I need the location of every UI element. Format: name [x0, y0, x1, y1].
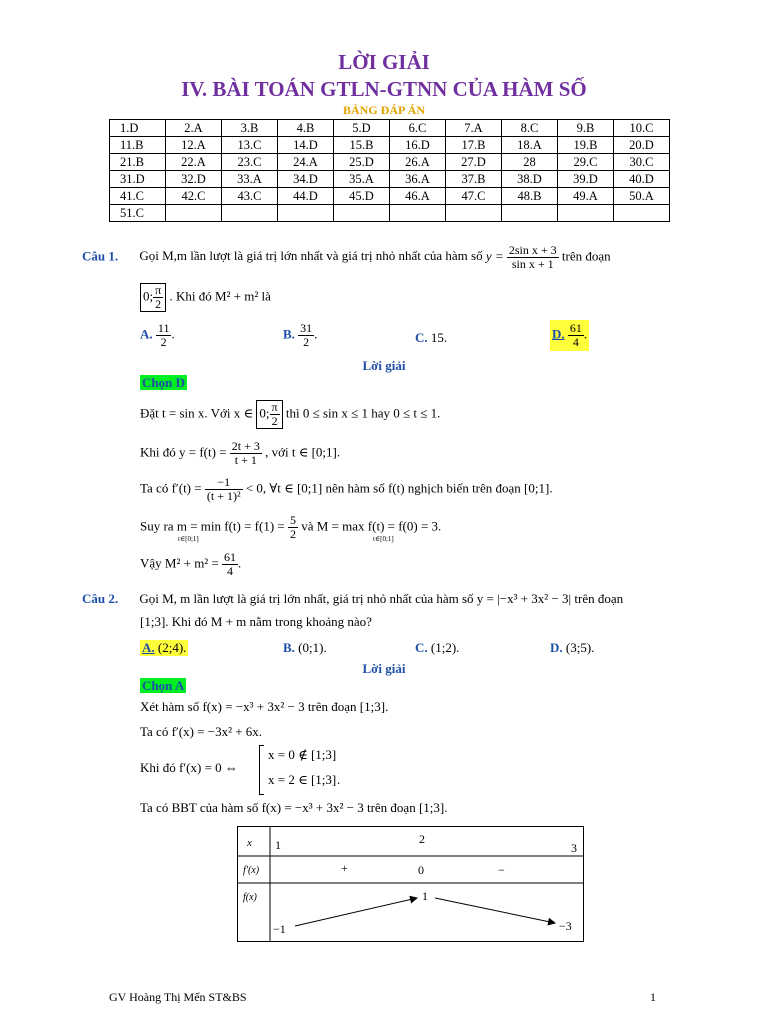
answer-cell: 41.C	[110, 188, 166, 205]
answer-cell: 1.D	[110, 120, 166, 137]
answer-cell: 11.B	[110, 137, 166, 154]
vt-row-x: x	[247, 837, 252, 849]
q1-max-sub: t∈[0;1]	[373, 535, 394, 543]
q1-step-1: Đặt t = sin x. Với x ∈ 0; $\frac{\pi}{2}$ thì 0 ≤ sin x ≤ 1 hay 0 ≤ t ≤ 1.	[140, 400, 441, 428]
answer-cell: 23.C	[222, 154, 278, 171]
q1-interval: 0; $\frac{\pi}{2}$	[140, 283, 166, 312]
answer-cell: 32.D	[166, 171, 222, 188]
answer-table	[109, 119, 670, 222]
answer-cell	[390, 205, 446, 222]
answer-cell: 26.A	[390, 154, 446, 171]
q2-step-3: Khi đó f′(x) = 0 ⇔	[140, 760, 238, 775]
answer-cell: 39.D	[558, 171, 614, 188]
q1-option-d: D. $\frac{61}{4}$ .	[552, 321, 588, 349]
answer-cell: 22.A	[166, 154, 222, 171]
q1-option-c: C. 15.	[415, 330, 448, 345]
answer-cell: 45.D	[334, 188, 390, 205]
answer-cell: 9.B	[558, 120, 614, 137]
q1-func-y: y =	[485, 248, 504, 264]
answer-cell: 38.D	[502, 171, 558, 188]
answer-row	[110, 120, 670, 137]
answer-table-caption: BẢNG ĐÁP ÁN	[342, 103, 425, 117]
q1-step-5: Vậy M² + m² = $\frac{61}{4}$ .	[140, 550, 242, 578]
answer-cell: 18.A	[502, 137, 558, 154]
vt-x-2: 2	[419, 832, 425, 846]
answer-cell: 13.C	[222, 137, 278, 154]
answer-cell	[502, 205, 558, 222]
q1-text-b: trên đoạn	[561, 248, 611, 264]
q1-text-c: . Khi đó M² + m² là	[169, 288, 271, 304]
answer-cell	[334, 205, 390, 222]
q1-option-a: A. $\frac{11}{2}$ .	[140, 321, 175, 349]
title-loi-giai: LỜI GIẢI	[338, 50, 430, 74]
answer-cell: 14.D	[278, 137, 334, 154]
q1-stem-2	[140, 283, 271, 312]
q1-func-frac: $\frac{\text{2sin x + 3}}{\text{sin x + 1}}$	[508, 243, 557, 271]
answer-cell: 46.A	[390, 188, 446, 205]
q2-step-2: Ta có f′(x) = −3x² + 6x.	[140, 724, 263, 739]
answer-cell: 5.D	[334, 120, 390, 137]
answer-cell	[558, 205, 614, 222]
vt-arrow-down	[435, 898, 555, 923]
q2-step-4: Ta có BBT của hàm số f(x) = −x³ + 3x² − 3 trên đoạn [1;3].	[140, 800, 448, 815]
vt-row-f: f(x)	[243, 892, 257, 903]
answer-cell	[446, 205, 502, 222]
q1-chosen: Chọn D	[142, 375, 185, 390]
answer-cell: 7.A	[446, 120, 502, 137]
answer-cell: 30.C	[614, 154, 670, 171]
q2-stem-2: [1;3]. Khi đó M + m nằm trong khoảng nào?	[140, 614, 372, 629]
q2-step-1: Xét hàm số f(x) = −x³ + 3x² − 3 trên đoạn [1;3].	[140, 699, 389, 714]
answer-cell: 3.B	[222, 120, 278, 137]
vt-f-2: 1	[422, 889, 428, 903]
vt-f-3: −3	[559, 919, 572, 933]
answer-cell: 33.A	[222, 171, 278, 188]
answer-row	[110, 205, 670, 222]
answer-cell	[222, 205, 278, 222]
q2-stem	[82, 591, 623, 607]
answer-row	[110, 137, 670, 154]
variation-table	[237, 826, 597, 944]
answer-cell: 25.D	[334, 154, 390, 171]
q2-option-a: A. (2;4).	[142, 640, 187, 655]
answer-cell: 34.D	[278, 171, 334, 188]
answer-cell: 51.C	[110, 205, 166, 222]
answer-cell: 19.B	[558, 137, 614, 154]
q1-label: Câu 1.	[82, 248, 119, 264]
answer-cell: 36.A	[390, 171, 446, 188]
answer-cell: 28	[502, 154, 558, 171]
q2-option-b: B. (0;1).	[283, 640, 327, 655]
q1-option-b: B. $\frac{31}{2}$ .	[283, 321, 318, 349]
answer-cell: 15.B	[334, 137, 390, 154]
q2-case-1: x = 0 ∉ [1;3]	[268, 747, 337, 762]
q1-text-a: Gọi M,m lần lượt là giá trị lớn nhất và giá trị nhỏ nhất của hàm số	[139, 248, 483, 264]
answer-cell: 29.C	[558, 154, 614, 171]
answer-cell: 12.A	[166, 137, 222, 154]
answer-row	[110, 154, 670, 171]
answer-cell: 20.D	[614, 137, 670, 154]
vt-sign-plus: +	[341, 861, 348, 875]
answer-cell: 4.B	[278, 120, 334, 137]
answer-cell: 40.D	[614, 171, 670, 188]
q2-option-d: D. (3;5).	[550, 640, 595, 655]
answer-cell: 27.D	[446, 154, 502, 171]
q2-bracket	[259, 745, 264, 795]
vt-row-fp: f′(x)	[243, 865, 260, 876]
answer-cell: 16.D	[390, 137, 446, 154]
q2-case-2: x = 2 ∈ [1;3]	[268, 772, 337, 787]
answer-cell: 48.B	[502, 188, 558, 205]
answer-cell	[166, 205, 222, 222]
vt-sign-minus: −	[498, 863, 505, 877]
q1-solution-title: Lời giải	[362, 358, 406, 373]
q1-min-sub: t∈[0;1]	[178, 535, 199, 543]
q2-solution-title: Lời giải	[362, 661, 406, 676]
answer-row	[110, 188, 670, 205]
q2-label: Câu 2.	[82, 591, 119, 606]
answer-cell	[278, 205, 334, 222]
answer-cell: 10.C	[614, 120, 670, 137]
q1-step-2: Khi đó y = f(t) = $\frac{2t + 3}{t + 1}$ , với t ∈ [0;1].	[140, 439, 341, 467]
answer-cell: 49.A	[558, 188, 614, 205]
answer-cell: 44.D	[278, 188, 334, 205]
q2-chosen: Chọn A	[142, 678, 185, 693]
vt-arrow-up	[295, 898, 417, 926]
answer-cell: 2.A	[166, 120, 222, 137]
answer-cell: 31.D	[110, 171, 166, 188]
title-section: IV. BÀI TOÁN GTLN-GTNN CỦA HÀM SỐ	[181, 77, 587, 101]
q1-step-4: Suy ra m = min f(t) = f(1) = $\frac{5}{2}$ và M = max f(t) = f(0) = 3.	[140, 513, 442, 541]
answer-cell: 43.C	[222, 188, 278, 205]
answer-cell: 21.B	[110, 154, 166, 171]
vt-sign-zero: 0	[418, 863, 424, 877]
vt-f-1: −1	[273, 922, 286, 936]
answer-cell: 50.A	[614, 188, 670, 205]
answer-row	[110, 171, 670, 188]
answer-cell	[614, 205, 670, 222]
vt-x-1: 1	[275, 838, 281, 852]
answer-cell: 47.C	[446, 188, 502, 205]
footer-page-number: 1	[650, 990, 656, 1004]
q1-stem	[82, 244, 611, 271]
answer-cell: 24.A	[278, 154, 334, 171]
q1-step-3: Ta có f′(t) = $\frac{-1}{\text{(t + 1)²}}$ < 0, ∀t ∈ [0;1] nên hàm số f(t) nghịch biến trên đoạn [0;1].	[140, 475, 553, 503]
vt-x-3: 3	[571, 841, 577, 855]
footer-author: GV Hoàng Thị Mến ST&BS	[109, 990, 247, 1004]
answer-cell: 35.A	[334, 171, 390, 188]
q2-option-c: C. (1;2).	[415, 640, 460, 655]
answer-cell: 17.B	[446, 137, 502, 154]
answer-cell: 37.B	[446, 171, 502, 188]
answer-cell: 8.C	[502, 120, 558, 137]
answer-cell: 42.C	[166, 188, 222, 205]
q2-text-a: Gọi M, m lần lượt là giá trị lớn nhất, giá trị nhỏ nhất của hàm số y = |−x³ + 3x² − 3| trên đoạn	[139, 591, 624, 606]
answer-cell: 6.C	[390, 120, 446, 137]
